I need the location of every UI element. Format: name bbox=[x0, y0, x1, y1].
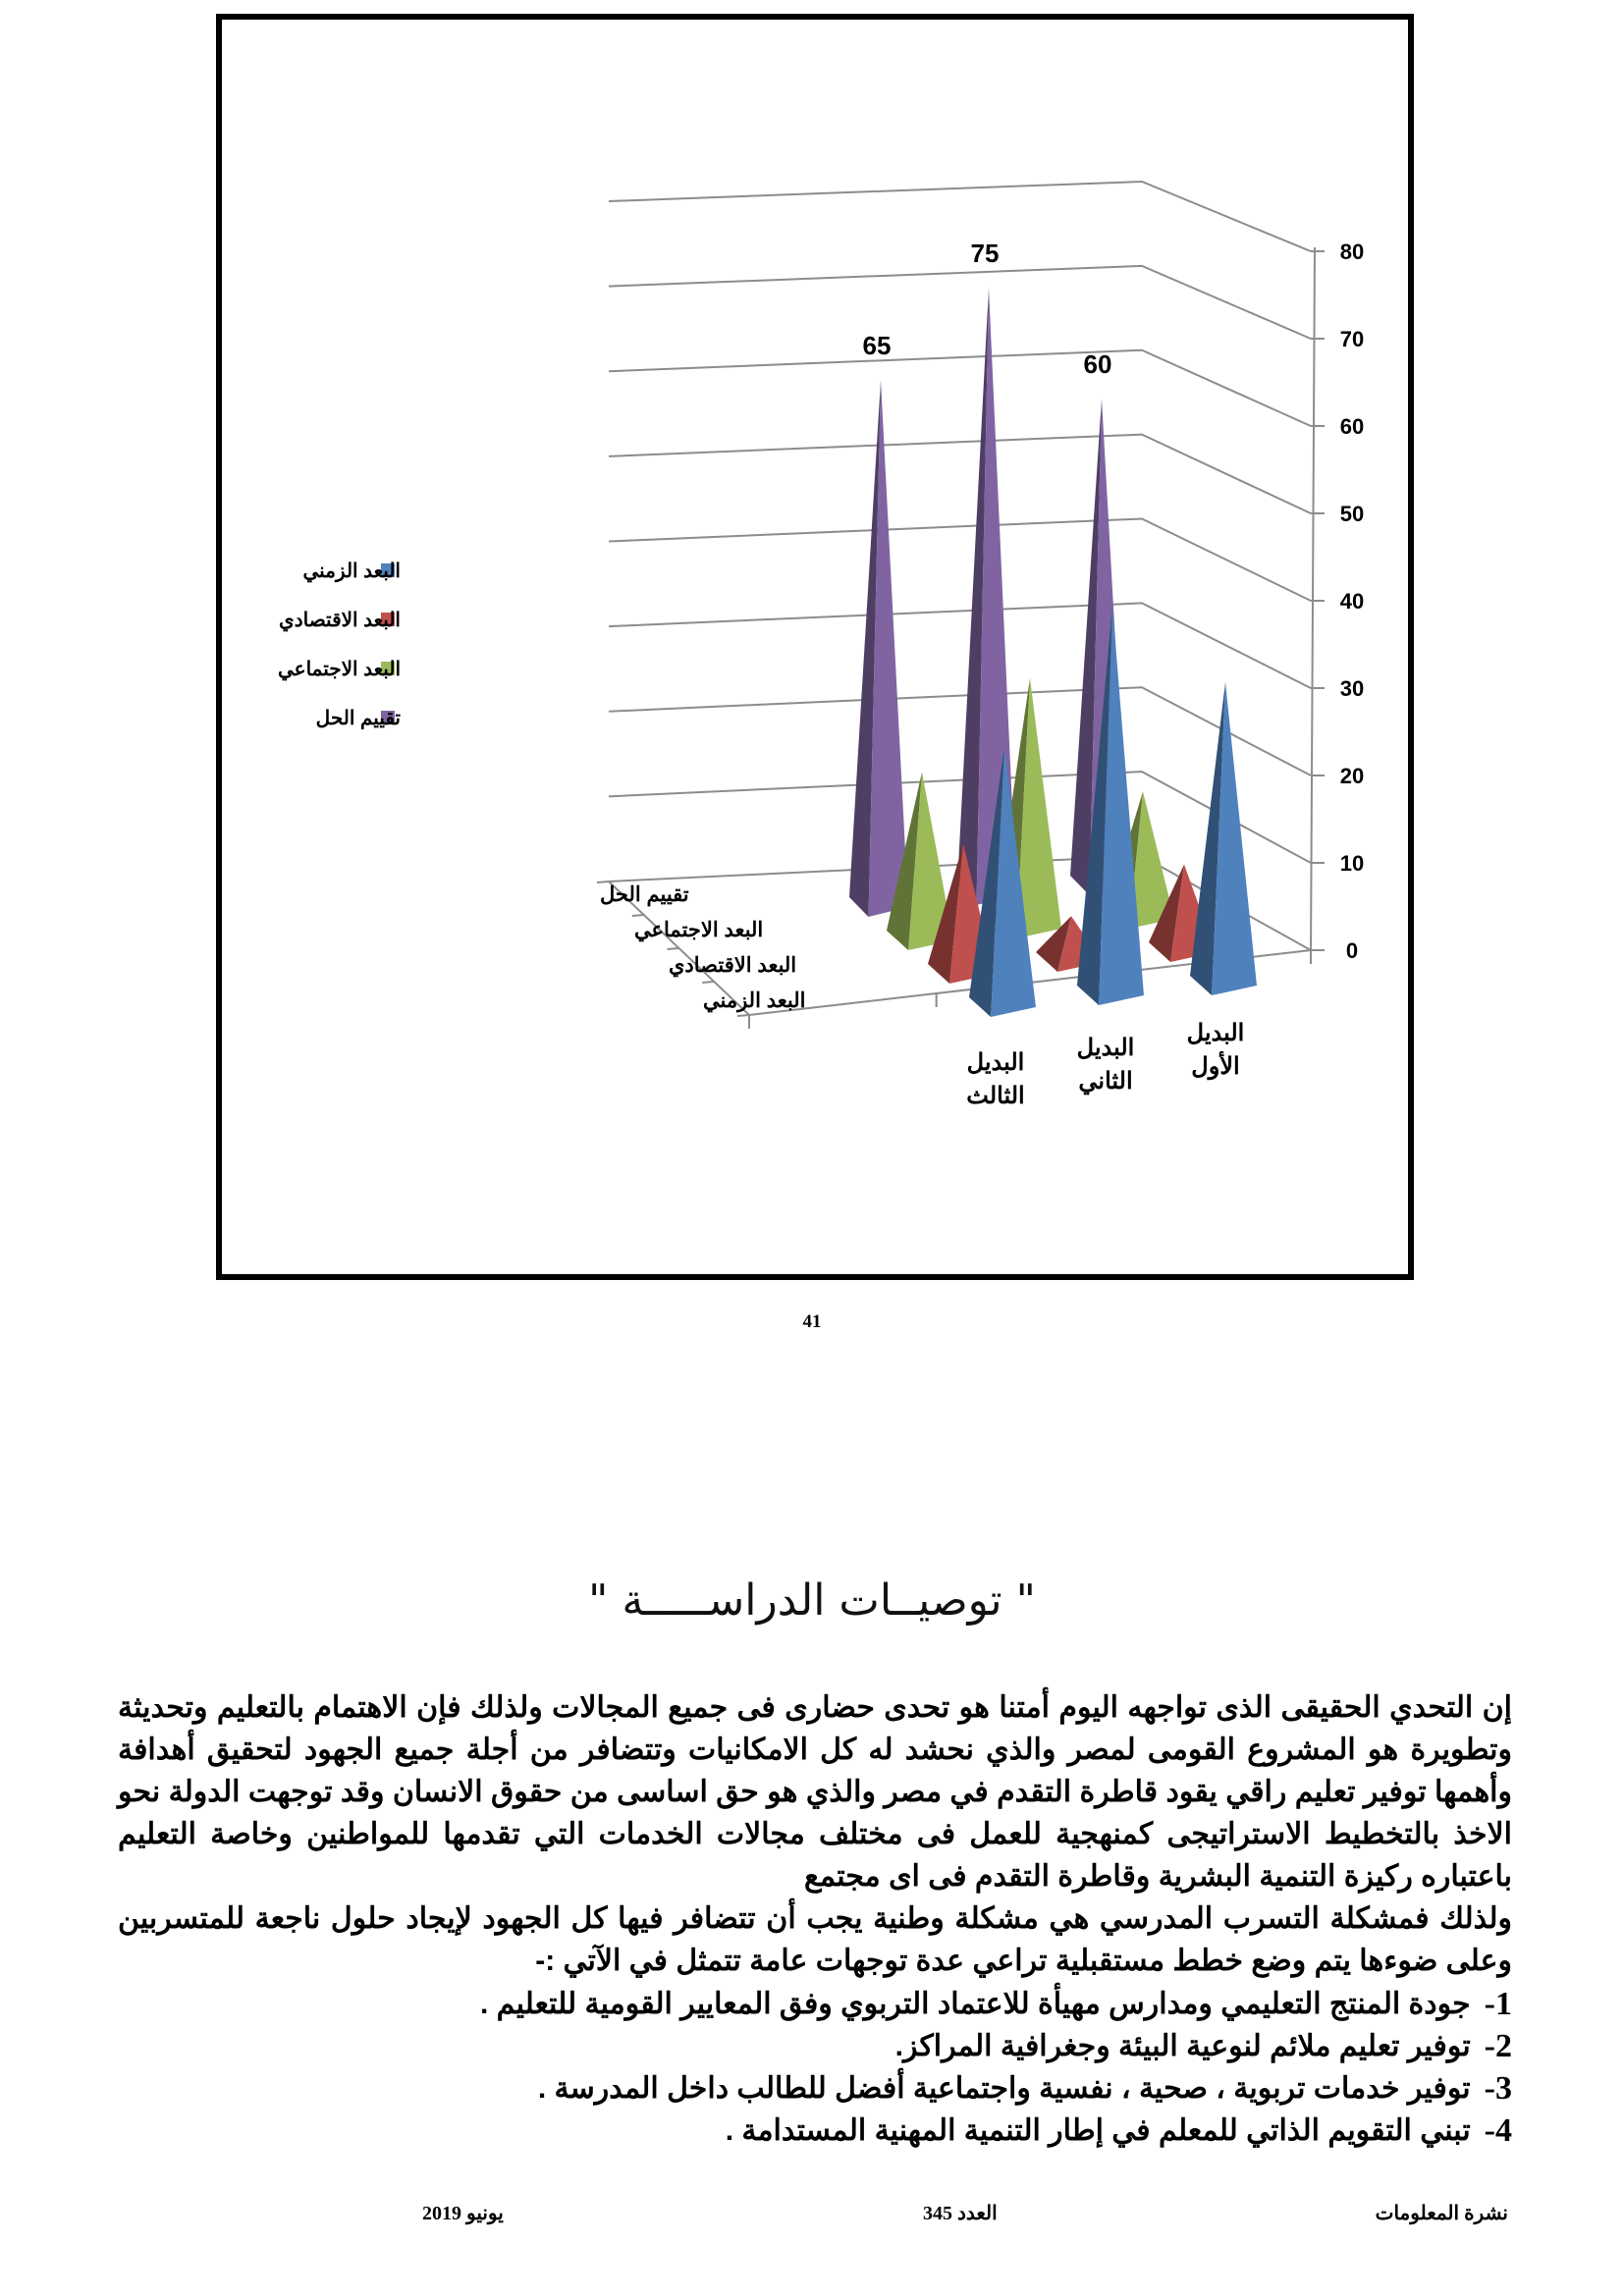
footer-issue: العدد 345 bbox=[923, 2203, 998, 2224]
item-number: 4- bbox=[1484, 2112, 1512, 2149]
y-tick-label: 70 bbox=[1339, 327, 1365, 351]
depth-tick-mark bbox=[668, 948, 679, 949]
depth-tick-mark bbox=[702, 982, 714, 983]
list-item bbox=[471, 1983, 1512, 2025]
item-text: جودة المنتج التعليمي ومدارس مهيأة للاعتماد التربوي وفق المعايير القومية للتعليم . bbox=[479, 1988, 1471, 2020]
gridline bbox=[609, 687, 1311, 775]
item-number: 3- bbox=[1484, 2070, 1512, 2107]
y-tick-label: 10 bbox=[1339, 851, 1365, 876]
gridline bbox=[609, 350, 1311, 426]
footer-date: يونيو 2019 bbox=[422, 2203, 504, 2224]
list-item bbox=[471, 2109, 1512, 2152]
recommendations-list bbox=[471, 1983, 1512, 2152]
footer-publication: نشرة المعلومات bbox=[1375, 2203, 1508, 2224]
page-number: 41 bbox=[802, 1311, 822, 1332]
gridline bbox=[609, 519, 1311, 602]
x-category-label: الثاني bbox=[1078, 1068, 1133, 1095]
paragraph: ولذلك فمشكلة التسرب المدرسي هي مشكلة وطنية يجب أن تتضافر فيها كل الجهود لإيجاد حلول ناجعة للمتسربين وعلى ضوءها يتم وضع خطط مستقبلية تراعي عدة توجهات عامة تتمثل في الآتي :- bbox=[118, 1902, 1512, 1977]
depth-axis-label: البعد الاجتماعي bbox=[634, 919, 764, 941]
y-tick-label: 30 bbox=[1339, 676, 1365, 701]
x-category-label: البديل bbox=[1076, 1035, 1135, 1061]
section-title: " توصيــات الدراســـــة " bbox=[588, 1575, 1036, 1626]
depth-tick-mark bbox=[632, 915, 644, 916]
x-category-label: الثالث bbox=[966, 1083, 1025, 1109]
legend-label: البعد الاقتصادي bbox=[279, 610, 401, 631]
depth-axis-label: البعد الزمني bbox=[703, 989, 806, 1012]
data-label: 75 bbox=[970, 239, 1000, 269]
gridline bbox=[609, 435, 1311, 513]
y-tick-label: 20 bbox=[1339, 764, 1365, 788]
item-text: تبني التقويم الذاتي للمعلم في إطار التنمية المهنية المستدامة . bbox=[725, 2114, 1471, 2147]
depth-axis-label: البعد الاقتصادي bbox=[669, 954, 797, 977]
y-tick-label: 60 bbox=[1339, 414, 1365, 439]
x-category-label: البديل bbox=[1186, 1020, 1245, 1046]
item-text: توفير خدمات تربوية ، صحية ، نفسية واجتماعية أفضل للطالب داخل المدرسة . bbox=[537, 2072, 1471, 2105]
data-label: 60 bbox=[1083, 349, 1112, 380]
item-text: توفير تعليم ملائم لنوعية البيئة وجغرافية المراكز. bbox=[894, 2030, 1471, 2062]
gridline bbox=[609, 266, 1311, 339]
pyramid-chart bbox=[222, 20, 1408, 1274]
legend-label: البعد الزمني bbox=[302, 561, 401, 582]
list-item bbox=[471, 2067, 1512, 2109]
gridline bbox=[609, 603, 1311, 688]
item-number: 2- bbox=[1484, 2028, 1512, 2064]
list-item bbox=[471, 2025, 1512, 2067]
gridline bbox=[609, 182, 1311, 251]
item-number: 1- bbox=[1484, 1986, 1512, 2022]
depth-tick-mark bbox=[597, 881, 609, 882]
legend-label: البعد الاجتماعي bbox=[277, 659, 401, 680]
x-category-label: الأول bbox=[1191, 1053, 1240, 1080]
depth-tick-mark bbox=[737, 1015, 749, 1016]
data-label: 65 bbox=[862, 331, 892, 361]
x-category-label: البديل bbox=[966, 1049, 1025, 1076]
body-text bbox=[118, 1686, 1512, 1982]
y-tick-label: 0 bbox=[1345, 938, 1359, 963]
depth-axis-label: تقييم الحل bbox=[600, 883, 689, 906]
y-tick-label: 50 bbox=[1339, 502, 1365, 526]
y-tick-label: 40 bbox=[1339, 589, 1365, 614]
paragraph: إن التحدي الحقيقى الذى تواجهه اليوم أمتنا هو تحدى حضارى فى جميع المجالات ولذلك فإن الاهتمام بالتعليم وتحديثة وتطويرة هو المشروع القومى لمصر والذي نحشد له كل الامكانيات وتتضافر من أجلة جميع الجهود لتحقيق أهدافة وأهمها توفير تعليم راقي يقود قاطرة التقدم في مصر والذي هو حق اساسى من حقوق الانسان وقد توجهت الدولة نحو الاخذ بالتخطيط الاستراتيجى كمنهجية للعمل فى مختلف مجالات الخدمات التي تقدمها للمواطنين وخاصة التعليم باعتباره ركيزة التنمية البشرية وقاطرة التقدم فى اى مجتمع bbox=[118, 1691, 1512, 1893]
y-tick-label: 80 bbox=[1339, 240, 1365, 264]
legend-label: تقييم الحل bbox=[315, 708, 401, 729]
